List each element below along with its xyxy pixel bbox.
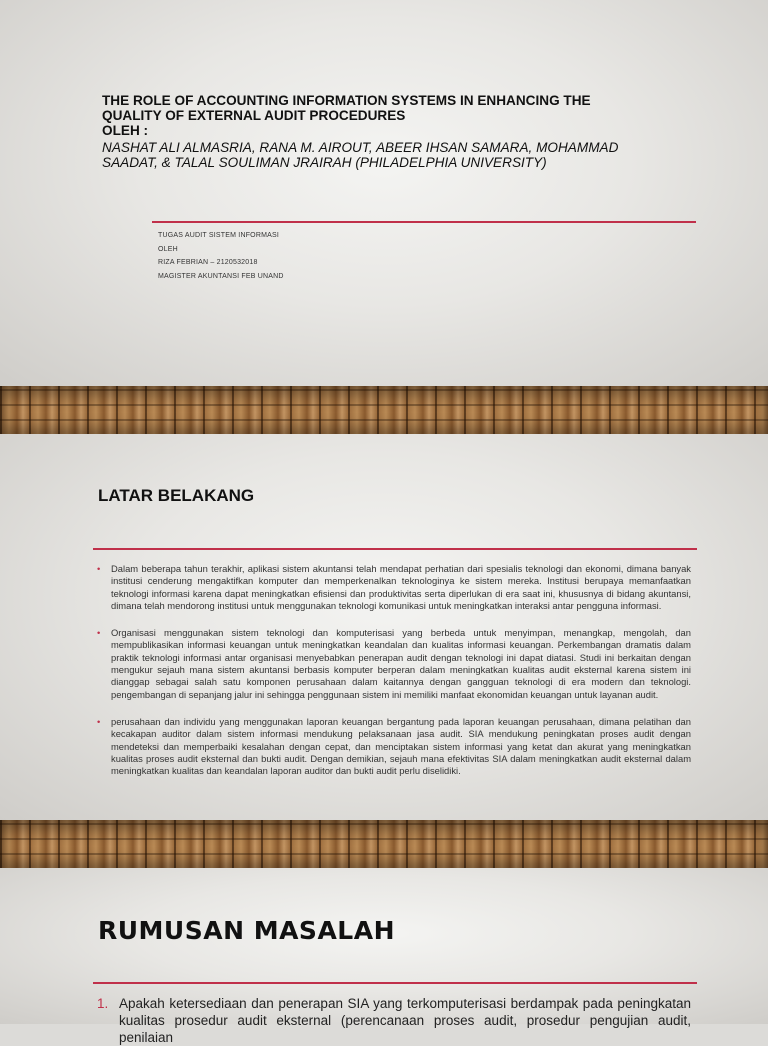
list-item: [97, 563, 691, 612]
item-text: Apakah ketersediaan dan penerapan SIA yang terkomputerisasi berdampak pada peningkatan kualitas prosedur audit eksternal (perencanaan proses audit, prosedur pengujian audit, penilaian: [119, 996, 691, 1045]
authors-line: NASHAT ALI ALMASRIA, RANA M. AIROUT, ABEER IHSAN SAMARA, MOHAMMAD: [102, 140, 619, 155]
subtitle-line: MAGISTER AKUNTANSI FEB UNAND: [158, 273, 284, 281]
slide-3-title: RUMUSAN MASALAH: [98, 916, 395, 945]
slide-3-divider: [93, 982, 697, 984]
bullet-icon: •: [97, 563, 101, 574]
subtitle-line: RIZA FEBRIAN – 2120532018: [158, 259, 258, 267]
slide-2-bullet-list: [97, 563, 691, 792]
wood-floor-1: [0, 386, 768, 434]
wood-floor-2: [0, 820, 768, 868]
list-item: [97, 995, 691, 1046]
bullet-icon: •: [97, 627, 101, 639]
slide-2-title: LATAR BELAKANG: [98, 486, 255, 505]
subtitle-line: OLEH: [158, 245, 178, 253]
subtitle-line: TUGAS AUDIT SISTEM INFORMASI: [158, 232, 279, 239]
paragraph-text: Dalam beberapa tahun terakhir, aplikasi sistem akuntansi telah mendapat perhatian dari spesialis teknologi dan ekonomi, dimana banyak institusi cenderung mengaktifkan komputer dan memperkenalkan teknologinya ke sistem mereka. Institusi berupaya memanfaatkan teknologi informasi karena dapat meningkatkan efisiensi dan produktivitas serta diperlukan di era saat ini, khususnya di bidang akuntansi, dimana telah mendorong institusi untuk menggunakan teknologi komunikasi untuk meningkatkan interaksi antar pengguna informasi.: [111, 563, 691, 611]
title-line: QUALITY OF EXTERNAL AUDIT PROCEDURES: [102, 108, 406, 123]
slide-1-authors: [102, 140, 682, 170]
item-number: 1.: [97, 996, 109, 1011]
slide-2-divider: [93, 548, 697, 550]
slide-1-title: [102, 93, 662, 138]
slide-1: [0, 0, 768, 386]
list-item: [97, 716, 691, 777]
list-item: [97, 627, 691, 701]
slide-3-numbered-list: [97, 995, 691, 1046]
slide-1-subtitle: [158, 229, 284, 284]
paragraph-text: Organisasi menggunakan sistem teknologi dan komputerisasi yang berbeda untuk menyimpan, menangkap, mengolah, dan mempublikasikan informasi keuangan untuk meningkatkan keandalan dan kualitas informasi keuangan. Perkembangan dramatis dalam praktik teknologi informasi antar organisasi menyebabkan penerapan audit dengan teknologi ini dapat diatasi. Studi ini berkaitan dengan mengukur sejauh mana sistem akuntansi berbasis komputer berperan dalam meningkatkan kualitas audit eksternal karena sistem ini dianggap sebagai salah satu komponen perusahaan dalam kaitannya dengan gangguan teknologi di era modern dan teknologi. pengembangan di sepanjang jalur ini sehingga penggunaan sistem ini memiliki manfaat ekonomidan keuangan untuk layanan audit.: [111, 627, 691, 700]
title-line: OLEH :: [102, 123, 149, 138]
title-line: THE ROLE OF ACCOUNTING INFORMATION SYSTEMS IN ENHANCING THE: [102, 93, 591, 108]
paragraph-text: perusahaan dan individu yang menggunakan laporan keuangan bergantung pada laporan keuangan perusahaan, dimana pelatihan dan kecakapan auditor dalam sistem informasi mendukung pelaksanaan jasa audit. SIA mendukung peningkatan proses audit dengan mendeteksi dan memperbaiki kesalahan dengan cepat, dan menciptakan sistem informasi yang ketat dan akurat yang meningkatkan kualitas proses audit eksternal dan bukti audit. Dengan demikian, sejauh mana efektivitas SIA dalam meningkatkan audit eksternal dalam meningkatkan kualitas dan keandalan laporan auditor dan bukti audit perlu diselidiki.: [111, 715, 691, 777]
bullet-icon: •: [97, 715, 101, 727]
authors-line: SAADAT, & TALAL SOULIMAN JRAIRAH (PHILADELPHIA UNIVERSITY): [102, 155, 547, 170]
slide-1-divider: [152, 221, 696, 223]
